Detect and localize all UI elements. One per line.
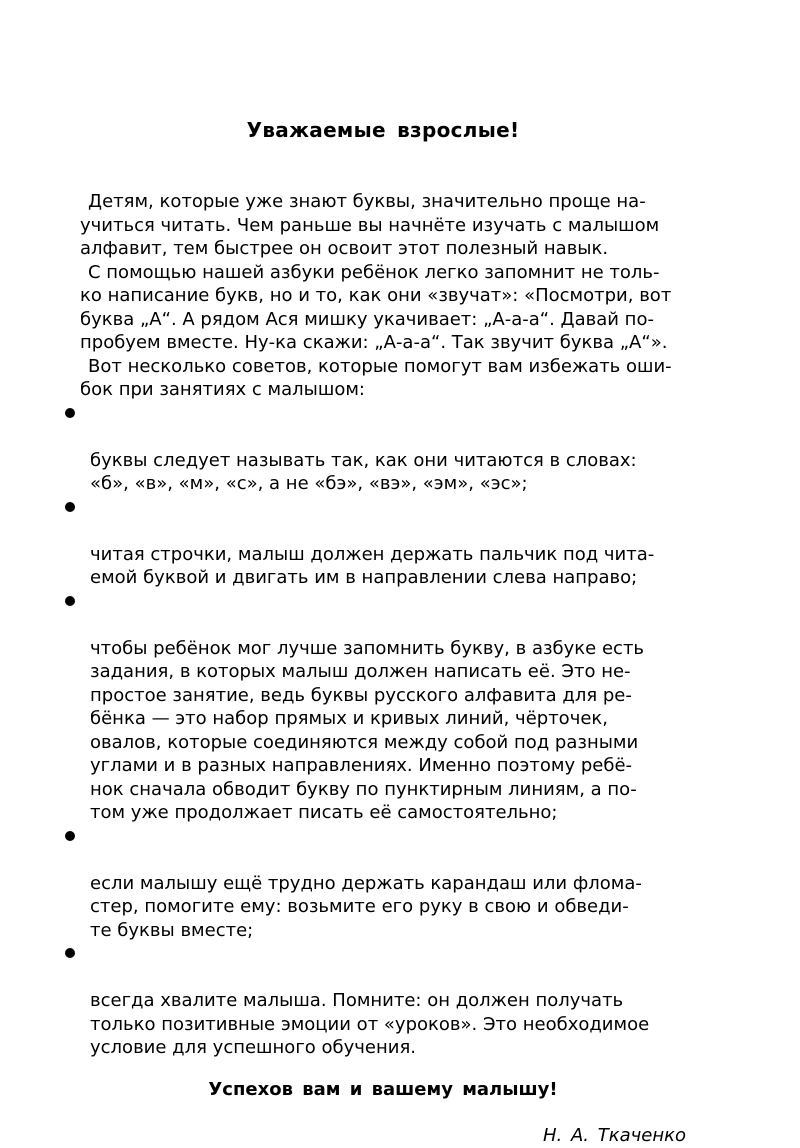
list-item — [80, 942, 686, 1060]
list-item-text: если малышу ещё трудно держать карандаш или флома- стер, помогите ему: возьмите его руку в свою и обведи- те буквы вместе; — [90, 872, 642, 941]
bullet-icon — [65, 502, 75, 512]
author-signature: Н. А. Ткаченко — [543, 1124, 686, 1146]
closing-line: Успехов вам и вашему малышу! — [208, 1078, 558, 1100]
bullet-icon — [65, 408, 75, 418]
list-item-text: буквы следует называть так, как они читаются в словах: «б», «в», «м», «с», а не «бэ», «вэ», «эм», «эс»; — [90, 449, 637, 494]
list-item-text: чтобы ребёнок мог лучше запомнить букву, в азбуке есть задания, в которых малыш должен написать её. Это не- простое занятие, ведь буквы русского алфавита для ре- бёнка — это набор прямых и кривых линий, чёрточек, овалов, которые соединяются между собой под разными углами и в разных направлениях. Именно поэтому ребё- нок сначала обводит букву по пунктирным линиям, а по- том уже продолжает писать её самостоятельно; — [90, 637, 645, 823]
page-title: Уважаемые взрослые! — [246, 118, 520, 142]
bullet-icon — [65, 831, 75, 841]
document-page — [80, 116, 686, 1148]
list-item-text: читая строчки, малыш должен держать пальчик под чита- емой буквой и двигать им в направлении слева направо; — [90, 543, 655, 588]
list-item-text: всегда хвалите малыша. Помните: он должен получать только позитивные эмоции от «уроков». Это необходимое условие для успешного обучения. — [90, 990, 650, 1058]
list-item — [80, 825, 686, 943]
list-item — [80, 590, 686, 825]
intro-paragraph-2: С помощью нашей азбуки ребёнок легко запомнит не толь- ко написание букв, но и то, как они «звучат»: «Посмотри, вот буква „А“. А рядом Ася мишку укачивает: „А-а-а“. Давай по- пробуем вместе. Ну-ка скажи: „А-а-а“. Так звучит буква „А“». — [80, 261, 672, 353]
intro-paragraph-3: Вот несколько советов, которые помогут вам избежать оши- бок при занятиях с малышом: — [80, 355, 672, 400]
bullet-icon — [65, 948, 75, 958]
list-item — [80, 402, 686, 496]
bullet-icon — [65, 596, 75, 606]
advice-list — [80, 402, 686, 1060]
intro-paragraph-1: Детям, которые уже знают буквы, значительно проще на- учиться читать. Чем раньше вы начнёте изучать с малышом алфавит, тем быстрее он освоит этот полезный навык. — [80, 191, 660, 259]
list-item — [80, 496, 686, 590]
